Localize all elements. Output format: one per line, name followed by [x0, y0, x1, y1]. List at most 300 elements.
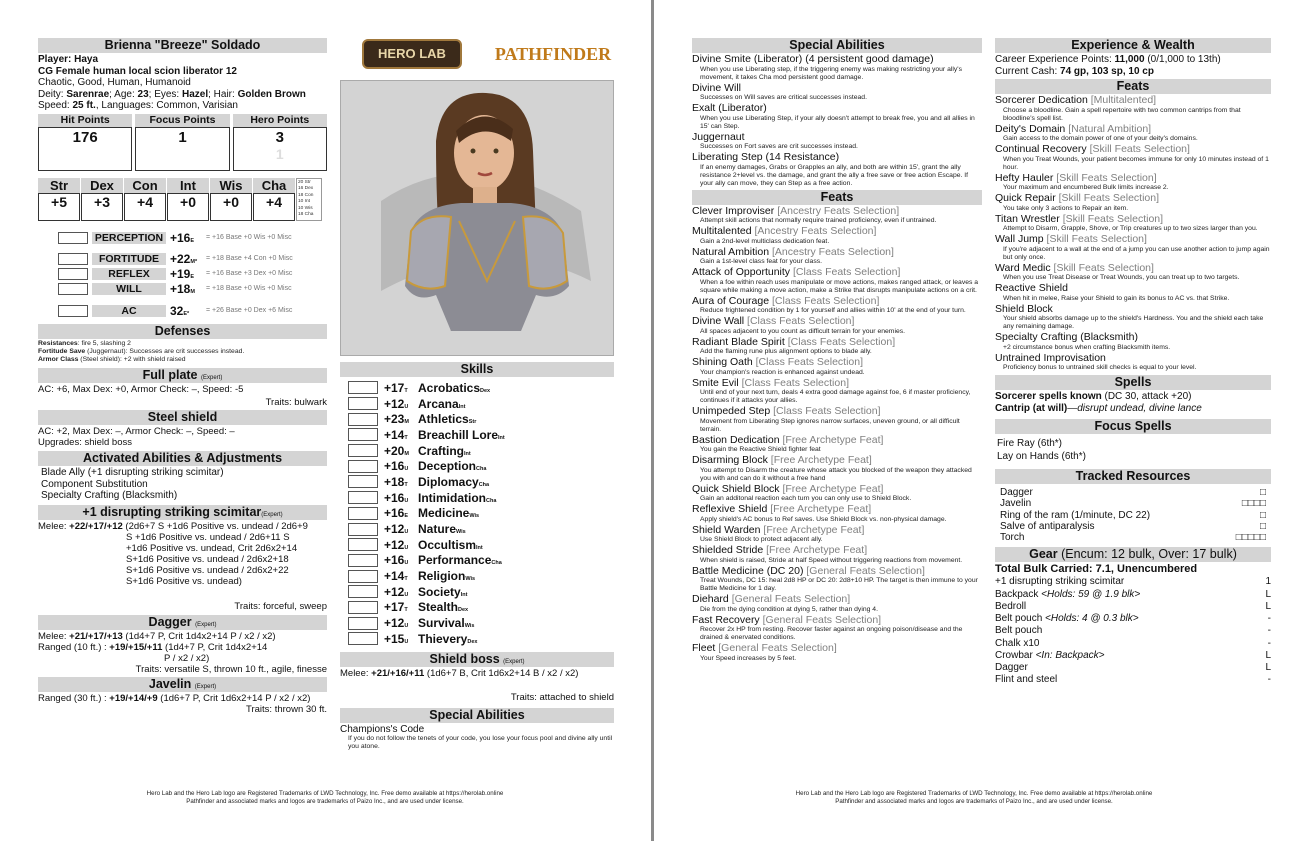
skill-checkbox[interactable] — [348, 617, 378, 630]
shield-boss-rank: (Expert) — [503, 658, 525, 665]
skill-religion — [348, 568, 614, 584]
feat-desc: Add the flaming rune plus alignment options to blade ally. — [700, 348, 872, 355]
skill-attr: Wis — [464, 623, 475, 630]
pathfinder-logo: PATHFINDER — [494, 44, 612, 64]
skill-attr: Int — [464, 450, 471, 457]
skill-value: +20 — [384, 443, 405, 458]
skills-list — [340, 380, 614, 647]
javelin-rank: (Expert) — [194, 683, 217, 690]
hit-points-value[interactable]: 176 — [38, 127, 132, 171]
feat-item — [692, 525, 982, 545]
feat-item — [995, 304, 1271, 332]
resistances-label: Resistances — [38, 340, 78, 348]
resource-checkboxes[interactable]: □ — [1259, 520, 1266, 532]
cash-line — [995, 66, 1271, 78]
portrait-illustration — [341, 81, 614, 356]
feat-name: Untrained Improvisation — [995, 351, 1106, 364]
reflex-checkbox[interactable] — [58, 268, 88, 280]
feat-name: Shielded Stride — [692, 544, 764, 556]
feat-category: [Class Feats Selection] — [755, 356, 864, 368]
hero-points-box — [233, 114, 327, 171]
special-ability-name: Divine Will — [692, 81, 742, 94]
dagger-melee — [38, 631, 327, 642]
feat-desc: Gain an additonal reaction each turn you can only use to Shield Block. — [700, 495, 912, 502]
javelin-ranged — [38, 693, 327, 704]
feat-category: [Ancestry Feats Selection] — [771, 245, 894, 258]
save-rank: E — [190, 273, 195, 280]
feat-category: [Natural Ambition] — [1068, 122, 1152, 135]
footer-line: Hero Lab and the Hero Lab logo are Registered Trademarks of LWD Technology, Inc. Free demo available at https://herolab.online — [146, 790, 504, 797]
saves-block — [58, 230, 327, 318]
feat-item — [692, 435, 982, 455]
skill-name: Performance — [418, 553, 492, 568]
feat-item — [692, 545, 982, 565]
special-ability-name: Liberating Step (14 Resistance) — [692, 151, 840, 163]
feat-category: [Skill Feats Selection] — [1056, 171, 1157, 184]
javelin-title: Javelin — [148, 676, 192, 691]
feat-category: [Class Feats Selection] — [773, 405, 881, 417]
eyes-prefix: ; Eyes: — [148, 88, 182, 100]
feat-category: [Class Feats Selection] — [747, 315, 855, 327]
skill-attr: Cha — [486, 497, 497, 504]
save-name: PERCEPTION — [92, 232, 166, 244]
dagger-ranged-text2: P / x2 / x2) — [164, 652, 210, 664]
score-str: 20 Str — [298, 179, 311, 185]
ability-label: Int — [167, 178, 209, 193]
feat-desc: Choose a bloodline. Gain a spell repertoire with two common cantrips from that bloodline's spell list. — [1003, 106, 1241, 122]
ac-row — [58, 303, 327, 318]
shield-boss-melee — [340, 668, 614, 679]
skill-rank: T — [404, 481, 408, 488]
armor-section — [38, 368, 327, 408]
gear-bulk: - — [1267, 625, 1271, 637]
ability-label: Con — [124, 178, 166, 193]
feat-desc: You attempt to Disarm the creature whose attack you blocked of the weapon they attacked you with and can do it without a free hand — [700, 466, 972, 482]
skill-attr: Int — [476, 544, 483, 551]
feat-category: [Free Archetype Feat] — [782, 482, 884, 495]
feat-desc: Die from the dying condition at dying 5, rather than dying 4. — [700, 605, 878, 613]
feat-item — [995, 95, 1271, 123]
skill-name: Medicine — [418, 506, 470, 521]
resource-checkboxes[interactable]: □ — [1259, 509, 1266, 521]
feat-category: [Free Archetype Feat] — [763, 523, 865, 536]
save-number: +18 — [170, 281, 191, 296]
fortitude-checkbox[interactable] — [58, 253, 88, 265]
skill-value: +16 — [384, 553, 405, 568]
skill-athletics — [348, 411, 614, 427]
feat-item — [692, 566, 982, 594]
feat-item — [995, 234, 1271, 262]
resource-checkboxes[interactable]: □□□□ — [1241, 498, 1266, 510]
feat-category: [Skill Feats Selection] — [1062, 212, 1164, 225]
skill-checkbox[interactable] — [348, 570, 378, 583]
feat-item — [692, 504, 982, 524]
skill-value: +14 — [384, 569, 405, 584]
feat-name: Specialty Crafting (Blacksmith) — [995, 331, 1138, 343]
skills-section — [340, 362, 614, 751]
skill-checkbox[interactable] — [348, 428, 378, 441]
feat-desc: Treat Wounds, DC 15: heal 2d8 HP or DC 20: 2d8+10 HP. The target is then immune to your Battle Medicine for 1 day. — [700, 577, 978, 592]
javelin-ranged-label: Ranged (30 ft.) : — [38, 692, 110, 704]
feat-desc: When a foe within reach uses manipulate or move actions, makes ranged attack, or leaves a square while making a move action, make a Strike that disrupts manipulate actions on a crit. — [700, 278, 979, 294]
description-line — [38, 89, 327, 101]
shield-section — [38, 410, 327, 448]
feat-name: Diehard — [692, 593, 729, 605]
tracked-resource — [995, 521, 1271, 532]
perception-checkbox[interactable] — [58, 232, 88, 244]
save-value — [170, 267, 206, 281]
save-value — [170, 304, 206, 318]
points-boxes — [38, 114, 327, 171]
skill-checkbox[interactable] — [348, 585, 378, 598]
skill-rank: U — [404, 466, 409, 473]
feat-name: Reactive Shield — [995, 282, 1068, 294]
feat-category: [Class Feats Selection] — [792, 266, 901, 278]
gear-item — [995, 613, 1271, 625]
perception-row — [58, 230, 327, 245]
will-row — [58, 281, 327, 296]
tracked-resource — [995, 487, 1271, 498]
resource-checkboxes[interactable]: □ — [1259, 487, 1266, 498]
hero-points-value[interactable] — [233, 127, 327, 171]
shield-boss-melee-label: Melee: — [340, 667, 372, 679]
javelin-ranged-text: (1d6+7 P, Crit 1d6x2+14 P / x2 / x2) — [157, 692, 311, 704]
tracked-resource — [995, 498, 1271, 509]
feat-name: Divine Wall — [692, 315, 745, 327]
gear-bulk: L — [1265, 649, 1271, 661]
skill-performance — [348, 553, 614, 569]
tracked-resources-header: Tracked Resources — [995, 469, 1271, 484]
save-number: +19 — [170, 266, 191, 281]
right-page — [654, 0, 1301, 841]
shield-upgrades: Upgrades: shield boss — [38, 437, 132, 449]
gear-name: +1 disrupting striking scimitar — [995, 576, 1125, 588]
special-ability-desc: Successes on Will saves are critical successes instead. — [700, 94, 867, 101]
eyes: Hazel — [182, 88, 209, 100]
speed-prefix: Speed: — [38, 100, 73, 111]
skill-name: Arcana — [418, 396, 459, 411]
feat-name: Unimpeded Step — [692, 405, 771, 417]
feat-item — [692, 615, 982, 643]
hair: Golden Brown — [237, 88, 306, 100]
skill-attr: Int — [458, 403, 466, 410]
focus-points-box — [135, 114, 229, 171]
skill-checkbox[interactable] — [348, 601, 378, 614]
skill-value: +17 — [384, 380, 405, 395]
scimitar-section — [38, 505, 327, 612]
save-name: REFLEX — [92, 268, 166, 280]
deity-prefix: Deity: — [38, 88, 67, 100]
skill-checkbox[interactable] — [348, 507, 378, 520]
feat-item — [995, 173, 1271, 193]
focus-spells-header: Focus Spells — [995, 419, 1271, 434]
skill-checkbox[interactable] — [348, 523, 378, 536]
special-ability — [692, 54, 982, 82]
feat-desc: Use Shield Block to protect adjacent ally. — [700, 536, 823, 543]
cantrip-label: Cantrip (at will) — [995, 402, 1068, 414]
skill-intimidation — [348, 490, 614, 506]
skill-rank: T — [404, 434, 408, 441]
skill-rank: U — [404, 529, 409, 536]
feat-name: Sorcerer Dedication — [995, 94, 1088, 106]
skill-checkbox[interactable] — [348, 554, 378, 567]
feat-name: Bastion Dedication — [692, 433, 780, 446]
score-dex: 16 Dex — [298, 186, 314, 192]
skill-breachill-lore — [348, 427, 614, 443]
feat-name: Continual Recovery — [995, 143, 1087, 155]
gear-name: Dagger — [995, 661, 1028, 673]
dagger-header — [38, 615, 327, 630]
dagger-ranged-bonus: +19/+15/+11 — [109, 641, 163, 653]
xp-label: Career Experience Points: — [995, 54, 1115, 65]
skill-medicine — [348, 506, 614, 522]
gear-extra: <In: Backpack> — [1035, 649, 1105, 661]
feat-category: [Class Feats Selection] — [787, 335, 896, 348]
feat-category: [Free Archetype Feat] — [766, 544, 868, 556]
defenses-section — [38, 324, 327, 364]
gear-extra: <Holds: 4 @ 0.3 blk> — [1045, 613, 1139, 625]
hero-lab-logo: HERO LAB — [362, 39, 462, 69]
skill-rank: U — [404, 638, 409, 645]
skill-checkbox[interactable] — [348, 444, 378, 457]
feat-item — [692, 296, 982, 316]
dagger-rank: (Expert) — [195, 621, 217, 628]
feat-category: [Class Feats Selection] — [741, 376, 849, 389]
shield-header: Steel shield — [38, 410, 327, 425]
will-checkbox[interactable] — [58, 283, 88, 295]
skill-value: +12 — [384, 616, 405, 631]
feat-name: Aura of Courage — [692, 294, 770, 307]
gear-item — [995, 662, 1271, 674]
gear-item — [995, 601, 1271, 613]
save-breakdown: = +18 Base +4 Con +0 Misc — [206, 255, 293, 263]
skill-rank: U — [404, 403, 409, 410]
skill-name: Stealth — [418, 600, 459, 615]
feat-desc: When you Treat Wounds, your patient becomes immune for only 10 minutes instead of 1 hour. — [1003, 155, 1269, 171]
feat-name: Quick Shield Block — [692, 482, 780, 495]
skill-value: +12 — [384, 522, 405, 537]
skill-rank: U — [404, 591, 409, 598]
special-ability-desc: When you use Liberating Step, if your ally doesn't attempt to break free, you and all allies in 15' can Step. — [700, 114, 975, 130]
skill-rank: U — [404, 623, 409, 630]
feat-item — [995, 283, 1271, 303]
skill-name: Occultism — [418, 537, 477, 552]
feat-desc: You take only 3 actions to Repair an item. — [1003, 204, 1129, 212]
gear-name: Crowbar — [995, 649, 1036, 661]
ability-value: +0 — [167, 193, 209, 221]
hero-points-label: Hero Points — [233, 114, 327, 127]
ability-value: +5 — [38, 193, 80, 221]
special-ability-desc: Successes on Fort saves are crit successes instead. — [700, 143, 858, 150]
ability-cha — [253, 178, 295, 222]
gear-item — [995, 625, 1271, 637]
skill-checkbox[interactable] — [348, 538, 378, 551]
feat-item — [692, 316, 982, 336]
feat-desc: All spaces adjacent to you count as difficult terrain for your enemies. — [700, 327, 906, 335]
resource-name: Javelin — [1000, 498, 1032, 510]
gear-title-extra: (Encum: 12 bulk, Over: 17 bulk) — [1057, 547, 1237, 562]
ability-label: Str — [38, 178, 80, 193]
feat-desc: Until end of your next turn, deals 4 extra good damage against foe, 6 if master proficiency, continues if it attacks your allies. — [700, 389, 971, 404]
feat-name: Battle Medicine (DC 20) — [692, 564, 804, 577]
skill-value: +12 — [384, 396, 405, 411]
special-ability-desc: When you use Liberating step, if the triggering enemy was making restricting your ally's movement, it takes Cha mod persistent good damage. — [700, 65, 962, 81]
score-cha: 18 Cha — [298, 212, 314, 218]
scimitar-title: +1 disrupting striking scimitar — [82, 504, 262, 519]
activated-item[interactable]: Blade Ally (+1 disrupting striking scimitar) — [41, 467, 224, 479]
skill-checkbox[interactable] — [348, 413, 378, 426]
save-breakdown: = +26 Base +0 Dex +6 Misc — [206, 307, 293, 315]
ability-value: +3 — [81, 193, 123, 221]
skill-rank: T — [404, 576, 408, 583]
feat-category: [Skill Feats Selection] — [1053, 261, 1154, 274]
resource-checkboxes[interactable]: □□□□□ — [1235, 532, 1266, 544]
activated-item[interactable]: Specialty Crafting (Blacksmith) — [41, 490, 178, 502]
activated-section — [38, 451, 327, 502]
gear-bulk: - — [1267, 674, 1271, 686]
feat-item — [995, 332, 1271, 352]
skill-checkbox[interactable] — [348, 460, 378, 473]
feat-category: [General Feats Selection] — [731, 593, 851, 605]
dagger-ranged-text: (1d4+7 P, Crit 1d4x2+14 — [162, 641, 268, 653]
skill-attr: Wis — [469, 513, 480, 520]
spells-known — [995, 391, 1271, 403]
save-value — [170, 282, 206, 296]
skill-attr: Str — [468, 419, 477, 426]
resistances-line — [38, 340, 327, 348]
gear-item — [995, 638, 1271, 650]
feat-item — [692, 406, 982, 434]
feat-desc: Attempt skill actions that normally require trained proficiency, even if untrained. — [700, 217, 937, 224]
scimitar-line: S+1d6 Positive vs. undead / 2d6x2+18 — [126, 553, 289, 565]
speed: 25 ft. — [72, 100, 96, 111]
ability-score-legend — [296, 178, 322, 222]
player-name: Player: Haya — [38, 54, 99, 65]
cantrip-list: —disrupt undead, divine lance — [1067, 402, 1202, 414]
experience-line — [995, 54, 1271, 66]
skill-attr: Cha — [478, 481, 490, 488]
footer-line: Hero Lab and the Hero Lab logo are Registered Trademarks of LWD Technology, Inc. Free demo available at https://herolab.online — [795, 790, 1153, 797]
feat-name: Fast Recovery — [692, 613, 760, 626]
activated-item[interactable]: Component Substitution — [41, 478, 148, 490]
gear-bulk: - — [1267, 637, 1271, 649]
skill-value: +18 — [384, 474, 405, 489]
ability-value: +0 — [210, 193, 252, 221]
scimitar-melee-bonus: +22/+17/+12 — [69, 520, 123, 532]
feat-desc: +2 circumstance bonus when crafting Blacksmith items. — [1003, 343, 1171, 351]
feat-item — [692, 206, 982, 226]
skills-header: Skills — [340, 362, 614, 377]
feat-category: [General Feats Selection] — [806, 564, 925, 577]
feat-desc: Your champion's reaction is enhanced against undead. — [700, 368, 865, 376]
ability-value: +4 — [253, 193, 295, 221]
feat-desc: When hit in melee, Raise your Shield to gain its bonus to AC vs. that Strike. — [1003, 294, 1230, 302]
skill-rank: U — [404, 497, 409, 504]
hit-points-box — [38, 114, 132, 171]
skill-checkbox[interactable] — [348, 381, 378, 394]
feat-item — [995, 124, 1271, 144]
gear-title: Gear — [1029, 547, 1058, 562]
feat-desc: If you're adjacent to a wall at the end of a jump you can use another action to jump again but only once. — [1003, 245, 1270, 261]
save-rank: E — [190, 237, 195, 244]
footer-left — [60, 790, 590, 806]
special-ability-name: Exalt (Liberator) — [692, 102, 767, 114]
gear-bulk: L — [1265, 588, 1271, 600]
tracked-resources-list — [995, 487, 1271, 543]
fortitude-note — [38, 348, 327, 356]
ability-scores — [38, 178, 327, 222]
reflex-row — [58, 266, 327, 281]
save-number: 32 — [170, 303, 184, 318]
defenses-header: Defenses — [38, 324, 327, 339]
feat-item — [692, 226, 982, 246]
character-portrait — [340, 80, 614, 356]
skill-checkbox[interactable] — [348, 397, 378, 410]
special-abilities-left — [340, 708, 614, 752]
skill-rank: T — [404, 607, 408, 614]
skill-name: Nature — [418, 522, 457, 537]
dagger-section — [38, 615, 327, 675]
feat-item — [692, 247, 982, 267]
skill-checkbox[interactable] — [348, 632, 378, 645]
skill-name: Acrobatics — [418, 380, 481, 395]
spells-known-label: Sorcerer spells known — [995, 391, 1102, 402]
feat-desc: Your shield absorbs damage up to the shield's Hardness. You and the shield each take any remaining damage. — [1003, 315, 1264, 330]
skill-attr: Cha — [491, 560, 502, 567]
skill-rank: U — [404, 560, 409, 567]
feat-desc: Your maximum and encumbered Bulk limits increase 2. — [1003, 184, 1169, 191]
ability-con — [124, 178, 166, 222]
dagger-ranged-label: Ranged (10 ft.) : — [38, 641, 110, 653]
gear-bulk: 1 — [1265, 576, 1271, 588]
gear-item — [995, 576, 1271, 588]
feat-name: Fleet — [692, 642, 716, 654]
skill-checkbox[interactable] — [348, 491, 378, 504]
gear-name: Chalk x10 — [995, 637, 1040, 649]
save-name: FORTITUDE — [92, 253, 166, 265]
resistances-value: : fire 5, slashing 2 — [77, 340, 131, 348]
feat-desc: Proficiency bonus to untrained skill checks is equal to your level. — [1003, 364, 1197, 371]
fortitude-row — [58, 251, 327, 266]
tracked-resource — [995, 532, 1271, 543]
skill-name: Crafting — [418, 443, 464, 458]
feat-item — [692, 594, 982, 614]
skill-checkbox[interactable] — [348, 475, 378, 488]
armor-class-note-text: (Steel shield): +2 with shield raised — [78, 356, 186, 364]
skill-attr: Cha — [476, 466, 487, 473]
dagger-ranged — [38, 642, 327, 653]
skill-value: +16 — [384, 490, 405, 505]
hit-points-label: Hit Points — [38, 114, 132, 127]
feat-name: Ward Medic — [995, 261, 1051, 274]
armor-traits: Traits: bulwark — [265, 397, 327, 409]
skill-thievery — [348, 631, 614, 647]
scimitar-header — [38, 505, 327, 520]
character-name: Brienna "Breeze" Soldado — [38, 38, 327, 53]
experience-header: Experience & Wealth — [995, 38, 1271, 53]
feat-category: [Skill Feats Selection] — [1046, 233, 1147, 245]
feat-name: Wall Jump — [995, 233, 1044, 245]
focus-points-value[interactable]: 1 — [135, 127, 229, 171]
focus-spells-list — [995, 437, 1271, 463]
skill-value: +12 — [384, 584, 405, 599]
focus-spell: Lay on Hands (6th*) — [997, 451, 1086, 462]
feat-name: Natural Ambition — [692, 245, 770, 258]
skill-name: Religion — [418, 569, 466, 584]
ac-checkbox[interactable] — [58, 305, 88, 317]
gear-bulk: - — [1267, 613, 1271, 625]
feat-name: Deity's Domain — [995, 122, 1066, 135]
